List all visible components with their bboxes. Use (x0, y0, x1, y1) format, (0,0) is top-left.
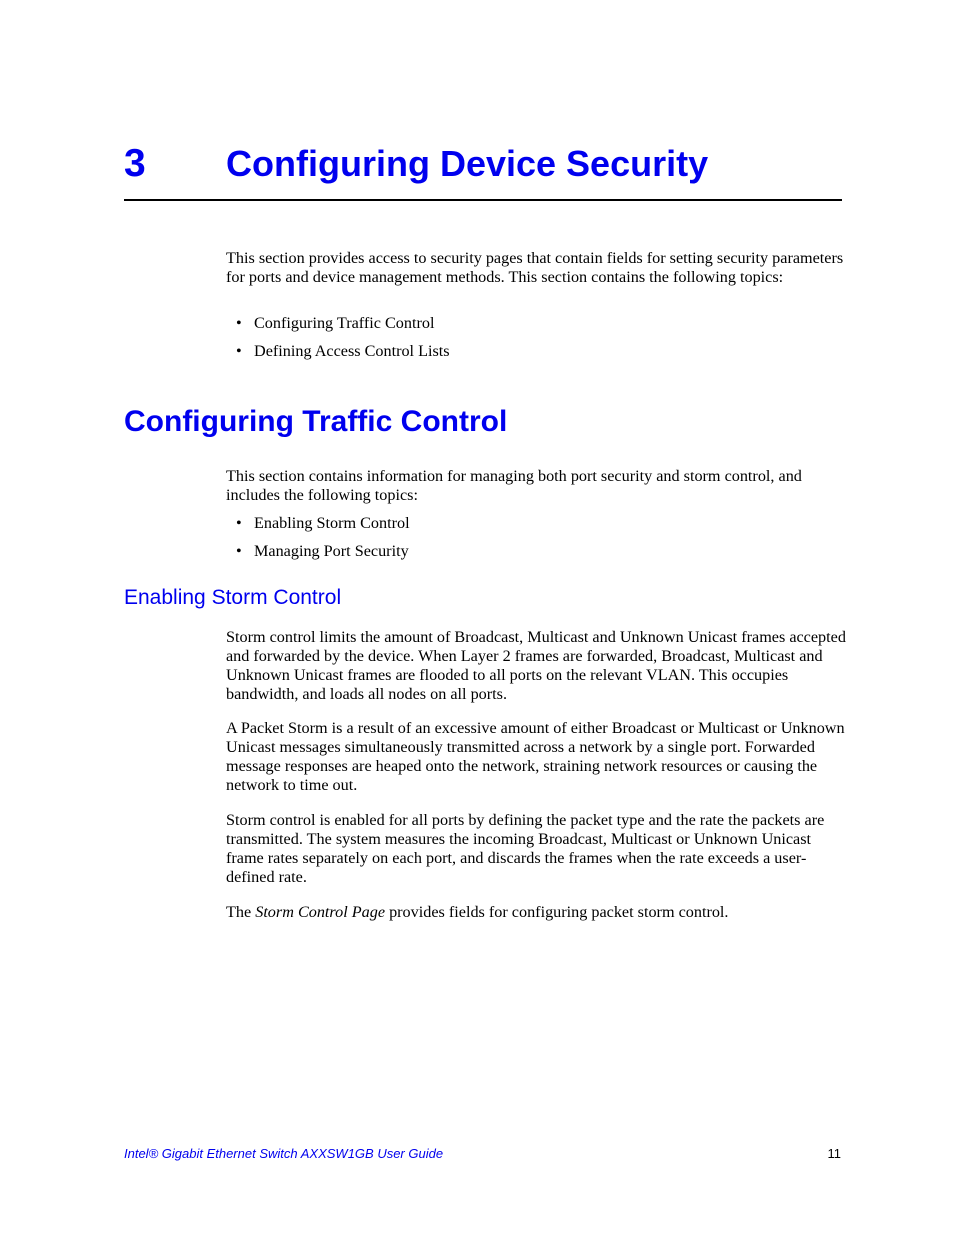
text-segment: The (226, 903, 256, 921)
list-item-label: Managing Port Security (254, 542, 409, 560)
list-item-label: Configuring Traffic Control (254, 314, 435, 332)
bullet-icon: • (236, 514, 242, 532)
footer-document-title: Intel® Gigabit Ethernet Switch AXXSW1GB User Guide (124, 1146, 444, 1161)
text-segment: provides fields for configuring packet storm control. (385, 903, 729, 921)
list-item (236, 514, 410, 533)
chapter-divider (124, 199, 842, 201)
subsection-heading-storm-control: Enabling Storm Control (124, 586, 342, 609)
storm-paragraph-3: Storm control is enabled for all ports by defining the packet type and the rate the packets are transmitted. The system measures the incoming Broadcast, Multicast or Unknown Unicast frame rates separately on each port, and discards the frames when the rate exceeds a user-defined rate. (226, 811, 825, 886)
storm-paragraph-2: A Packet Storm is a result of an excessive amount of either Broadcast or Multicast or Unknown Unicast messages simultaneously transmitted across a network by a single port. Forwarded message responses are heaped onto the network, straining network resources or causing the network to time out. (226, 719, 845, 794)
page-number: 11 (827, 1146, 841, 1161)
page-reference: Storm Control Page (255, 903, 386, 921)
list-item (236, 542, 410, 561)
bullet-icon: • (236, 542, 242, 560)
intro-topic-list (236, 314, 450, 370)
traffic-topic-list (236, 514, 410, 570)
storm-paragraph-1: Storm control limits the amount of Broadcast, Multicast and Unknown Unicast frames accepted and forwarded by the device. When Layer 2 frames are forwarded, Broadcast, Multicast and Unknown Unicast frames are flooded to all ports on the relevant VLAN. This occupies bandwidth, and loads all nodes on all ports. (226, 628, 846, 703)
list-item (236, 342, 450, 361)
chapter-title: Configuring Device Security (226, 143, 709, 184)
bullet-icon: • (236, 342, 242, 360)
intro-paragraph: This section provides access to security pages that contain fields for setting security parameters for ports and device management methods. This section contains the following topics: (226, 249, 844, 286)
traffic-paragraph: This section contains information for managing both port security and storm control, and includes the following topics: (226, 467, 802, 504)
list-item (236, 314, 450, 333)
storm-paragraph-4 (226, 903, 846, 922)
section-heading-traffic-control: Configuring Traffic Control (124, 405, 508, 438)
list-item-label: Enabling Storm Control (254, 514, 410, 532)
bullet-icon: • (236, 314, 242, 332)
chapter-number: 3 (124, 142, 146, 185)
list-item-label: Defining Access Control Lists (254, 342, 450, 360)
